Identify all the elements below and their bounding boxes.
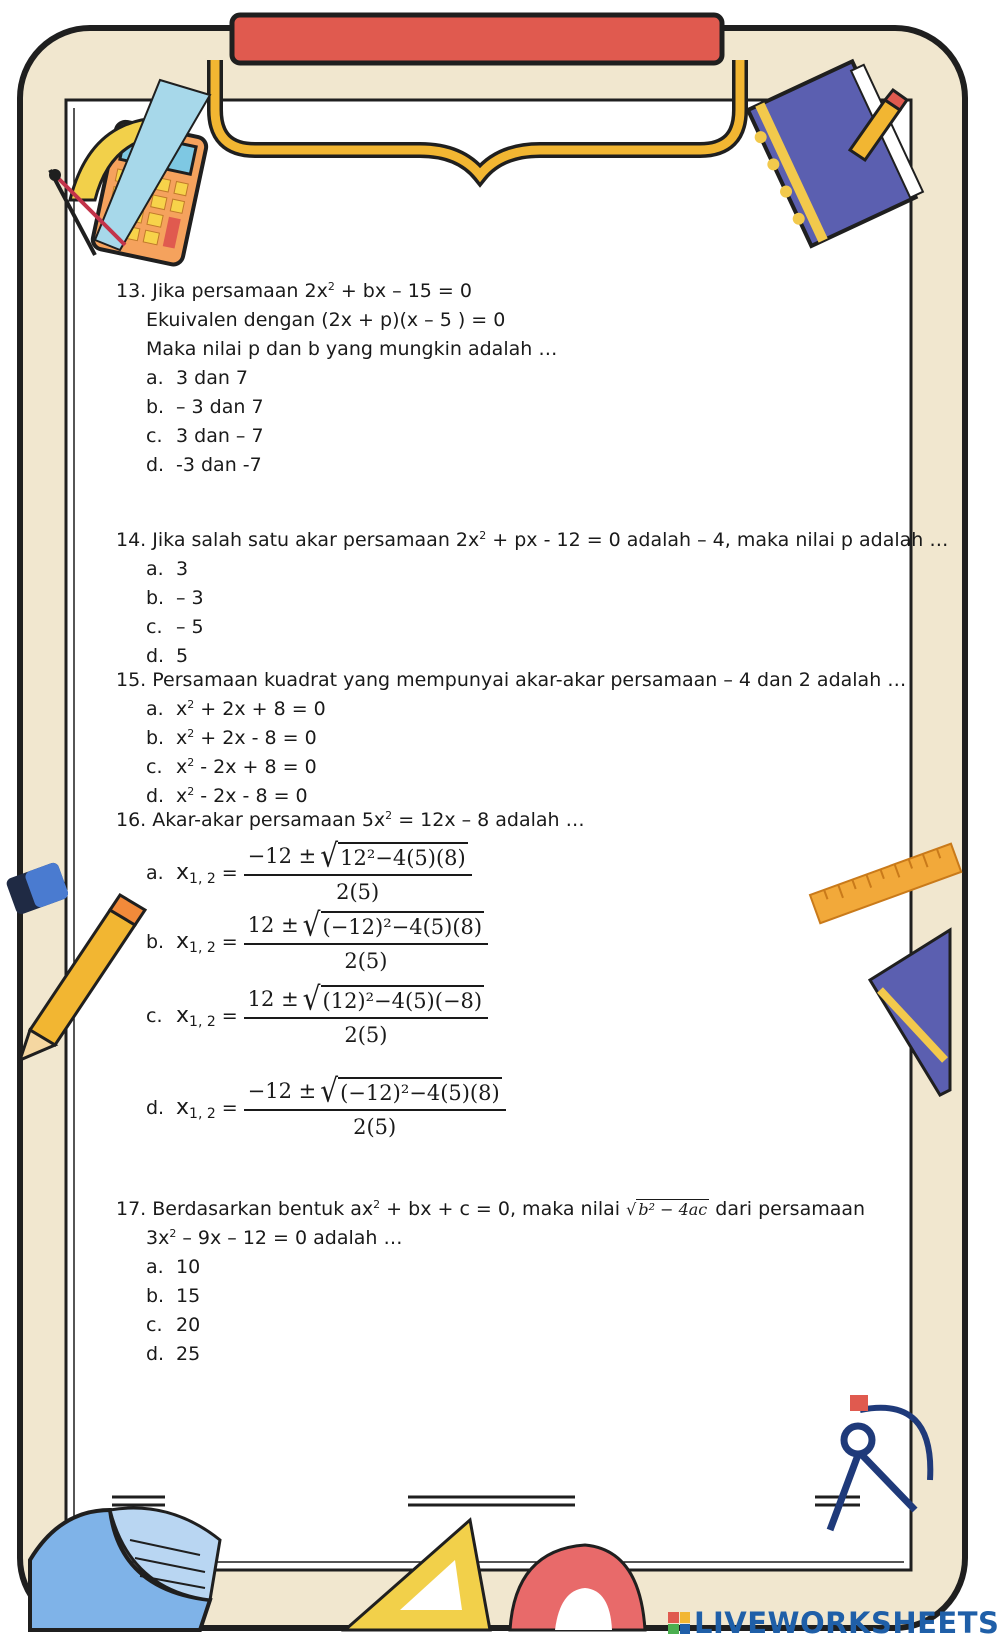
question-number: 15. — [116, 669, 147, 691]
option-d[interactable]: d. -3 dan -7 — [146, 454, 262, 476]
option-c[interactable]: c. – 5 — [146, 616, 204, 638]
option-c[interactable]: c. 3 dan – 7 — [146, 425, 264, 447]
question-number: 17. — [116, 1198, 147, 1220]
option-d[interactable]: d. $x^2 - 2x - 8 = 0$ — [146, 785, 308, 807]
option-d[interactable]: d. 5 — [146, 645, 189, 667]
option-c[interactable]: c. $x_{1, 2}$ = 12 ± √ (12)²−4(5)(−8) 2(5) — [146, 985, 488, 1047]
question-text: Jika salah satu akar persamaan $2x^2$ + px - 12 = 0 adalah – 4, maka nilai p adalah … — [152, 529, 949, 551]
quadratic-formula: 12 ± √ (12)²−4(5)(−8) 2(5) — [244, 985, 488, 1047]
option-b[interactable]: b. – 3 dan 7 — [146, 396, 264, 418]
x-label: $x_{1, 2}$ — [176, 1094, 216, 1122]
question-15 — [116, 666, 906, 811]
option-d[interactable]: d. 25 — [146, 1343, 201, 1365]
option-a[interactable]: a. 10 — [146, 1256, 201, 1278]
question-text: Persamaan kuadrat yang mempunyai akar-akar persamaan – 4 dan 2 adalah … — [152, 669, 907, 691]
option-d[interactable]: d. $x_{1, 2}$ = −12 ± √ (−12)²−4(5)(8) 2(5) — [146, 1077, 506, 1139]
question-17 — [116, 1195, 865, 1369]
logo-badge-icon — [668, 1612, 690, 1634]
liveworksheets-logo[interactable] — [668, 1606, 999, 1640]
x-label: $x_{1, 2}$ — [176, 1002, 216, 1030]
quadratic-formula: 12 ± √ (−12)²−4(5)(8) 2(5) — [244, 911, 488, 973]
question-16 — [116, 806, 585, 835]
option-a[interactable]: a. 3 — [146, 558, 189, 580]
option-b[interactable]: b. $x^2 + 2x - 8 = 0$ — [146, 727, 317, 749]
question-text-line-2: Ekuivalen dengan (2x + p)(x – 5 ) = 0 — [146, 309, 506, 331]
question-number: 16. — [116, 809, 147, 831]
x-label: $x_{1, 2}$ — [176, 928, 216, 956]
question-number: 14. — [116, 529, 147, 551]
question-13 — [116, 277, 557, 480]
open-book-illustration — [30, 1508, 220, 1630]
question-number: 13. — [116, 280, 147, 302]
question-14 — [116, 526, 948, 671]
option-a[interactable]: a. $x_{1, 2}$ = −12 ± √ 12²−4(5)(8) 2(5) — [146, 842, 472, 904]
option-b[interactable]: b. 15 — [146, 1285, 201, 1307]
option-b[interactable]: b. – 3 — [146, 587, 204, 609]
option-a[interactable]: a. 3 dan 7 — [146, 367, 249, 389]
option-b[interactable]: b. $x_{1, 2}$ = 12 ± √ (−12)²−4(5)(8) 2(5) — [146, 911, 488, 973]
option-c[interactable]: c. $x^2 - 2x + 8 = 0$ — [146, 756, 317, 778]
x-label: $x_{1, 2}$ — [176, 859, 216, 887]
quadratic-formula: −12 ± √ 12²−4(5)(8) 2(5) — [244, 842, 472, 904]
question-text: Berdasarkan bentuk $ax^2$ + bx + c = 0, maka nilai √ b² − 4ac dari persamaan — [152, 1198, 866, 1220]
question-text: Akar-akar persamaan $5x^2 = 12x - 8$ adalah … — [152, 809, 585, 831]
discriminant-sqrt: √ b² − 4ac — [626, 1200, 708, 1219]
option-c[interactable]: c. 20 — [146, 1314, 201, 1336]
question-text: Jika persamaan $2x^2$ + bx – 15 = 0 — [152, 280, 472, 302]
option-a[interactable]: a. $x^2 + 2x + 8 = 0$ — [146, 698, 326, 720]
compass-cap — [850, 1395, 868, 1411]
question-text-line-3: Maka nilai p dan b yang mungkin adalah … — [146, 338, 558, 360]
question-text-line-2: $3x^2 - 9x - 12 = 0$ adalah … — [146, 1227, 403, 1249]
quadratic-formula: −12 ± √ (−12)²−4(5)(8) 2(5) — [244, 1077, 506, 1139]
logo-text: LIVEWORKSHEETS — [694, 1606, 1000, 1640]
